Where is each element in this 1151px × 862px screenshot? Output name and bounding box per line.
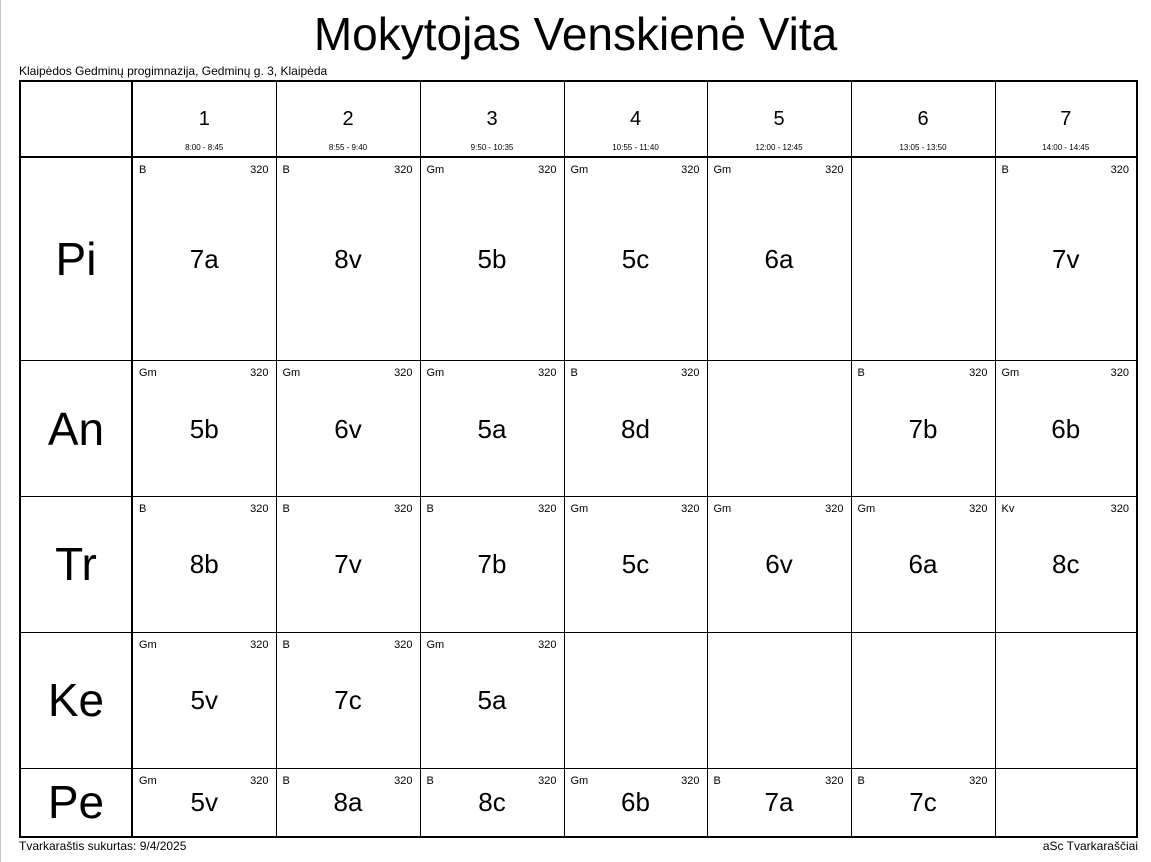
day-row [21,632,1136,768]
lesson-cell [276,361,420,497]
lesson-cell [851,361,995,497]
room-code: B [282,774,290,787]
room-code: Gm [282,367,301,380]
room-code: B [713,774,721,787]
page-edge [0,0,1,862]
period-header-3 [420,82,564,157]
room-code: Gm [570,502,589,515]
day-row [21,157,1136,361]
room-number: 320 [681,164,700,176]
lesson-cell [707,768,851,836]
room-number: 320 [538,774,557,787]
room-code: B [426,502,434,515]
room-number: 320 [250,367,269,380]
class-name: 7v [334,549,362,580]
period-number: 6 [917,108,929,130]
class-name: 6a [908,549,938,580]
lesson-cell [132,496,276,632]
period-header-1 [132,82,276,157]
period-time: 13:05 - 13:50 [899,143,947,152]
room-number: 320 [394,164,413,176]
lesson-cell [851,768,995,836]
brand-label: aSc Tvarkaraščiai [1042,839,1138,853]
room-code: B [1001,164,1009,176]
lesson-cell [420,157,564,361]
room-code: B [282,638,290,651]
period-time: 10:55 - 11:40 [612,143,659,152]
day-label-cell [21,632,132,768]
period-number: 4 [629,108,642,130]
room-number: 320 [250,638,269,651]
room-code: Gm [139,638,157,651]
class-name: 5c [621,549,650,580]
class-name: 8a [333,787,363,818]
room-code: B [857,367,865,380]
lesson-cell [707,157,851,361]
room-code: Gm [570,164,589,176]
class-name: 7a [189,244,219,275]
class-name: 7c [334,685,362,716]
lesson-cell [420,632,564,768]
class-name: 8c [1052,549,1080,580]
lesson-cell [276,632,420,768]
room-code: Gm [426,367,445,380]
day-label: Pe [47,776,105,829]
class-name: 8c [478,787,506,818]
class-name: 5a [477,413,507,444]
school-address: Klaipėdos Gedminų progimnazija, Gedminų g. 3, Klaipėda [19,64,328,78]
lesson-cell [132,632,276,768]
class-name: 6v [765,549,793,580]
room-number: 320 [681,774,700,787]
room-code: B [282,164,290,176]
lesson-cell [995,768,1136,836]
room-code: B [857,774,865,787]
room-code: B [139,164,147,176]
lesson-cell [132,157,276,361]
room-code: B [426,774,434,787]
class-name: 5b [477,244,507,275]
period-number: 7 [1060,108,1072,130]
room-code: Gm [570,774,589,787]
lesson-cell [707,632,851,768]
lesson-cell [995,632,1136,768]
day-label: Ke [47,674,105,727]
day-label-cell [21,157,132,361]
period-time: 8:00 - 8:45 [185,143,224,152]
room-number: 320 [538,164,557,176]
class-name: 7b [477,549,507,580]
day-label: Tr [55,538,97,591]
lesson-cell [851,157,995,361]
lesson-cell [564,768,707,836]
lesson-cell [420,768,564,836]
class-name: 7a [764,787,794,818]
room-code: Kv [1001,502,1015,515]
lesson-cell [564,496,707,632]
room-number: 320 [250,164,269,176]
lesson-cell [132,768,276,836]
class-name: 8d [621,413,650,444]
room-number: 320 [394,367,413,380]
class-name: 7c [909,787,937,818]
lesson-cell [995,496,1136,632]
room-number: 320 [1110,367,1129,380]
period-header-row [21,82,1136,157]
lesson-cell [851,632,995,768]
class-name: 8b [189,549,219,580]
day-row [21,768,1136,836]
day-label-cell [21,361,132,497]
day-row [21,496,1136,632]
period-number: 3 [486,108,498,130]
lesson-cell [995,361,1136,497]
class-name: 5b [189,413,219,444]
period-header-4 [564,82,707,157]
period-number: 1 [198,108,210,130]
period-number: 5 [773,108,785,130]
room-code: Gm [426,164,445,176]
period-time: 8:55 - 9:40 [328,143,368,152]
page-title: Mokytojas Venskienė Vita [313,8,838,60]
lesson-cell [420,361,564,497]
lesson-cell [995,157,1136,361]
room-number: 320 [825,502,844,515]
period-number: 2 [342,108,354,130]
period-time: 9:50 - 10:35 [470,143,514,152]
room-number: 320 [825,164,844,176]
lesson-cell [564,361,707,497]
room-number: 320 [538,638,557,651]
class-name: 7v [1052,244,1080,275]
class-name: 5v [190,787,218,818]
room-number: 320 [394,638,413,651]
day-label-cell [21,768,132,836]
day-row [21,361,1136,497]
day-label-cell [21,496,132,632]
room-number: 320 [969,502,988,515]
room-number: 320 [1110,164,1129,176]
period-header-5 [707,82,851,157]
lesson-cell [276,768,420,836]
created-date: Tvarkaraštis sukurtas: 9/4/2025 [19,839,187,853]
lesson-cell [564,157,707,361]
room-code: B [139,502,147,515]
class-name: 6b [621,787,650,818]
timetable-grid [19,80,1138,838]
lesson-cell [132,361,276,497]
lesson-cell [851,496,995,632]
room-number: 320 [250,502,269,515]
room-code: Gm [1001,367,1020,380]
room-code: Gm [139,367,157,380]
room-number: 320 [969,774,988,787]
room-number: 320 [394,774,413,787]
class-name: 7b [908,413,938,444]
class-name: 6v [334,413,362,444]
lesson-cell [707,496,851,632]
room-code: Gm [426,638,445,651]
room-code: Gm [857,502,876,515]
day-label: An [47,402,105,455]
class-name: 5v [190,685,218,716]
room-code: B [570,367,578,380]
room-code: Gm [713,502,732,515]
period-time: 14:00 - 14:45 [1042,143,1090,152]
room-number: 320 [681,367,700,380]
room-number: 320 [681,502,700,515]
room-code: Gm [713,164,732,176]
room-number: 320 [538,367,557,380]
class-name: 5c [621,244,650,275]
lesson-cell [276,496,420,632]
period-time: 12:00 - 12:45 [755,143,803,152]
corner-cell [21,82,132,157]
room-number: 320 [394,502,413,515]
period-header-7 [995,82,1136,157]
room-code: B [282,502,290,515]
lesson-cell [564,632,707,768]
period-header-2 [276,82,420,157]
room-number: 320 [1110,502,1129,515]
class-name: 5a [477,685,507,716]
room-code: Gm [139,774,157,787]
lesson-cell [707,361,851,497]
period-header-6 [851,82,995,157]
room-number: 320 [250,774,269,787]
class-name: 6b [1051,413,1081,444]
class-name: 8v [334,244,362,275]
room-number: 320 [825,774,844,787]
class-name: 6a [764,244,794,275]
room-number: 320 [969,367,988,380]
lesson-cell [276,157,420,361]
room-number: 320 [538,502,557,515]
timetable-table [21,82,1136,836]
day-label: Pi [55,233,97,286]
lesson-cell [420,496,564,632]
